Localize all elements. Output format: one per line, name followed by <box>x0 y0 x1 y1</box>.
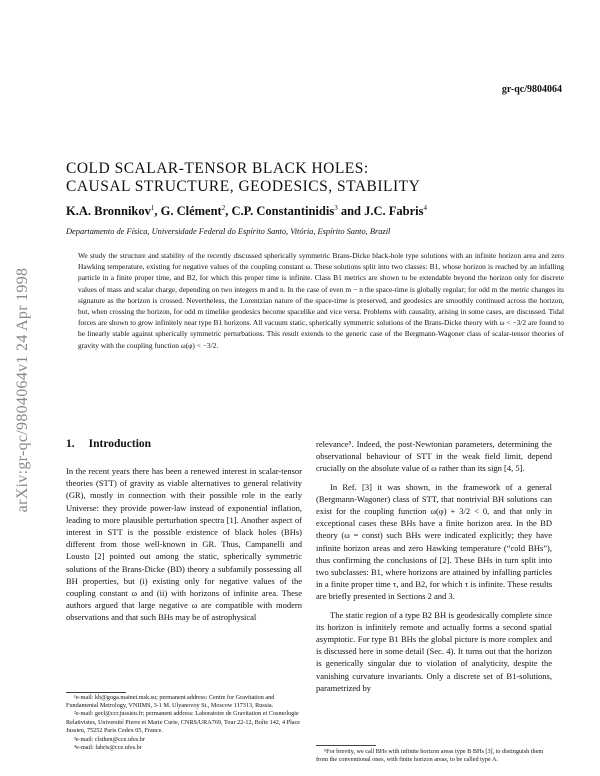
author-list <box>66 204 427 219</box>
author-2: G. Clément <box>160 204 222 219</box>
footnote-1: ¹e-mail: kb@goga.mainet.msk.su; permanent address: Centre for Gravitation and Fundamental Metrology, VNIIMS, 3-1 M. Ulyanovoy St., Moscow 117313, Russia. <box>66 693 275 709</box>
paragraph: relevance⁵. Indeed, the post-Newtonian parameters, determining the observational behaviour of STT in the weak field limit, depend crucially on the absolute value of ω rather than its sign [4, 5]. <box>316 439 552 474</box>
paragraph: In the recent years there has been a renewed interest in scalar-tensor theories (STT) of gravity as viable alternatives to general relativity (GR), mostly in connection with their possible role in the early Universe: they provide power-law instead of exponential inflation, leading to more plausible perturbation spectra [1]. Another aspect of interest in STT is the possible existence of black holes (BHs) different from those well-known in GR. Thus, Campanelli and Lousto [2] pointed out among the static, spherically symmetric solutions of the Brans-Dicke (BD) theory a subfamily possessing all BH properties, but (i) existing only for negative values of the coupling constant ω and (ii) with horizons of infinite area. These authors argued that large negative ω are compatible with modern observations and that such BHs may be of astrophysical <box>66 466 302 623</box>
author-3-mark: 3 <box>334 204 338 212</box>
author-2-mark: 2 <box>221 204 226 212</box>
author-sep: , <box>154 204 161 219</box>
paragraph: In Ref. [3] it was shown, in the framework of a general (Bergmann-Wagoner) class of STT, that nontrivial BH solutions can exist for the coupling function ω(φ) + 3/2 < 0, and that only in exceptional cases these BHs have a finite horizon area. In the BD theory (ω = const) such BHs were indicated explicitly; they have infinite horizon areas and zero Hawking temperature (“cold BHs”), thus confirming the conclusions of [2]. These BHs in turn split into two subclasses: B1, where horizons are attained by infalling particles in a finite proper time τ, and B2, for which τ is infinite. These results are briefly presented in Sections 2 and 3. <box>316 481 552 602</box>
author-4: J.C. Fabris <box>364 204 424 219</box>
author-4-mark: 4 <box>423 204 427 212</box>
title-line-2: CAUSAL STRUCTURE, GEODESICS, STABILITY <box>66 178 421 195</box>
footnote-2: ²e-mail: gecl@ccr.jussieu.fr; permanent address: Laboratoire de Gravitation et Cosmologie Relativistes, Université Pierre et Marie Curie, CNRS/URA769, Tour 22-12, Boîte 142, 4 Place Jussieu, 75252 Paris Cedex 05, France. <box>66 710 301 734</box>
left-column <box>66 465 302 630</box>
arxiv-sidebar-stamp <box>10 210 36 570</box>
author-1-mark: 1 <box>150 204 155 212</box>
arxiv-identifier: gr-qc/9804064 <box>501 84 562 95</box>
author-sep: , <box>225 204 232 219</box>
author-3: C.P. Constantinidis <box>231 204 335 219</box>
paragraph: The static region of a type B2 BH is geodesically complete since its horizon is infinitely remote and actually forms a second spatial asymptotic. For type B1 BHs the global picture is more complex and is discussed here in some detail (Sec. 4). It turns out that the horizon is generically singular due to violation of analyticity, despite the vanishing curvature invariants. Only a discrete set of B1-solutions, parametrized by <box>316 609 552 693</box>
footnote-4: ⁴e-mail: fabris@cce.ufes.br <box>74 744 142 752</box>
abstract: We study the structure and stability of the recently discussed spherically symmetric Brans-Dicke black-hole type solutions with an infinite horizon area and zero Hawking temperature, existing for negative values of the coupling constant ω. These solutions split into two classes: B1, whose horizon is reached by an infalling particle in a finite proper time, and B2, for which this proper time is infinite. Class B1 metrics are shown to be extendable beyond the horizon only for discrete values of mass and scalar charge, depending on two integers m and n. In the case of even m − n the space-time is globally regular; for odd m the metric changes its signature as the horizon is crossed. Nevertheless, the Lorentzian nature of the space-time is preserved, and geodesics are smoothly continued across the horizon, but, when crossing the horizon, for odd m timelike geodesics become spacelike and vice versa. Problems with causality, arising in some cases, are discussed. Tidal forces are shown to grow infinitely near type B1 horizons. All vacuum static, spherically symmetric solutions of the Brans-Dicke theory with ω < −3/2 are found to be linearly stable against spherically symmetric perturbations. This result extends to the generic case of the Bergmann-Wagoner class of scalar-tensor theories of gravity with the coupling function ω(φ) < −3/2. <box>78 251 564 350</box>
footnote-rule <box>316 745 376 746</box>
section-heading <box>66 438 151 450</box>
affiliation: Departamento de Física, Universidade Federal do Espírito Santo, Vitória, Espírito Santo, Brazil <box>66 227 391 236</box>
footnote-5: ⁵For brevity, we call BHs with infinite horizon areas type B BHs [3], to distinguish them from the conventional ones, with finite horizon areas, to be called type A. <box>316 748 544 764</box>
section-title: Introduction <box>88 438 152 450</box>
arxiv-stamp-text: arXiv:gr-qc/9804064v1 24 Apr 1998 <box>14 267 31 513</box>
author-1: K.A. Bronnikov <box>66 204 151 219</box>
title-line-1: COLD SCALAR-TENSOR BLACK HOLES: <box>66 160 369 177</box>
right-column <box>316 438 552 700</box>
paper-title <box>66 160 420 196</box>
footnote-3: ³e-mail: clsthen@cce.ufes.br <box>74 735 145 743</box>
author-and: and <box>337 204 365 219</box>
footnotes-left <box>66 692 302 753</box>
section-number: 1. <box>66 438 75 450</box>
